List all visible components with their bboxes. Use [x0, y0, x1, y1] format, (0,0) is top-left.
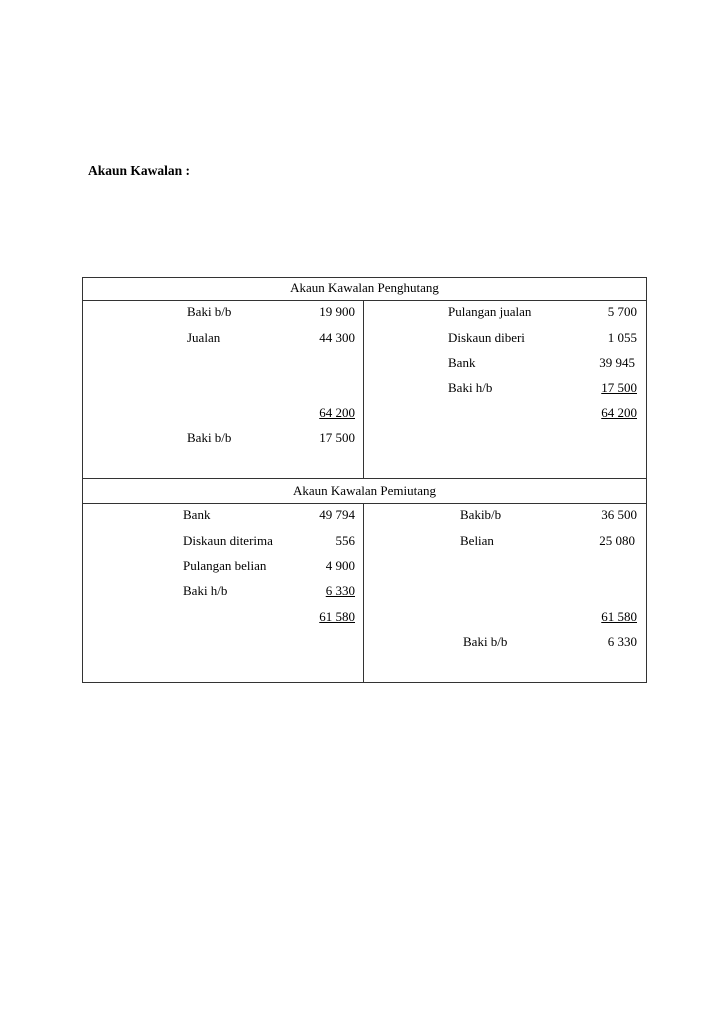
- page-heading: Akaun Kawalan :: [88, 163, 191, 178]
- pemiutang-title-rule: [83, 503, 646, 504]
- penghutang-credit-label: Baki h/b: [448, 380, 493, 395]
- penghutang-title: Akaun Kawalan Penghutang: [290, 280, 439, 295]
- penghutang-balance-label: Baki b/b: [187, 430, 232, 445]
- penghutang-balance-amount: 17 500: [319, 430, 355, 445]
- section-divider: [83, 478, 646, 479]
- pemiutang-credit-amount: 25 080: [599, 533, 635, 548]
- pemiutang-debit-amount: 556: [335, 533, 355, 548]
- pemiutang-debit-label: Diskaun diterima: [183, 533, 273, 548]
- penghutang-center-line: [363, 300, 364, 478]
- penghutang-credit-label: Pulangan jualan: [448, 304, 532, 319]
- penghutang-debit-amount: 44 300: [319, 330, 355, 345]
- penghutang-title-rule: [83, 300, 646, 301]
- pemiutang-balance-amount: 6 330: [607, 634, 637, 649]
- pemiutang-debit-amount: 49 794: [319, 507, 355, 522]
- control-accounts-table: [82, 277, 647, 683]
- penghutang-credit-label: Diskaun diberi: [448, 330, 525, 345]
- pemiutang-credit-amount: 36 500: [601, 507, 637, 522]
- penghutang-debit-total: 64 200: [319, 405, 355, 420]
- pemiutang-debit-label: Pulangan belian: [183, 558, 267, 573]
- penghutang-credit-total: 64 200: [601, 405, 637, 420]
- penghutang-credit-amount: 39 945: [599, 355, 635, 370]
- pemiutang-credit-label: Bakib/b: [460, 507, 502, 522]
- pemiutang-debit-total: 61 580: [319, 609, 355, 624]
- penghutang-debit-label: Baki b/b: [187, 304, 232, 319]
- penghutang-credit-label: Bank: [448, 355, 476, 370]
- pemiutang-title: Akaun Kawalan Pemiutang: [293, 483, 436, 498]
- penghutang-debit-label: Jualan: [187, 330, 221, 345]
- penghutang-credit-amount: 1 055: [607, 330, 637, 345]
- penghutang-debit-amount: 19 900: [319, 304, 355, 319]
- pemiutang-center-line: [363, 503, 364, 683]
- pemiutang-balance-label: Baki b/b: [463, 634, 508, 649]
- penghutang-credit-amount: 5 700: [607, 304, 637, 319]
- pemiutang-debit-amount: 4 900: [325, 558, 355, 573]
- pemiutang-credit-total: 61 580: [601, 609, 637, 624]
- pemiutang-credit-label: Belian: [460, 533, 494, 548]
- penghutang-credit-amount: 17 500: [601, 380, 637, 395]
- pemiutang-debit-label: Baki h/b: [183, 583, 228, 598]
- pemiutang-debit-amount: 6 330: [325, 583, 355, 598]
- pemiutang-debit-label: Bank: [183, 507, 211, 522]
